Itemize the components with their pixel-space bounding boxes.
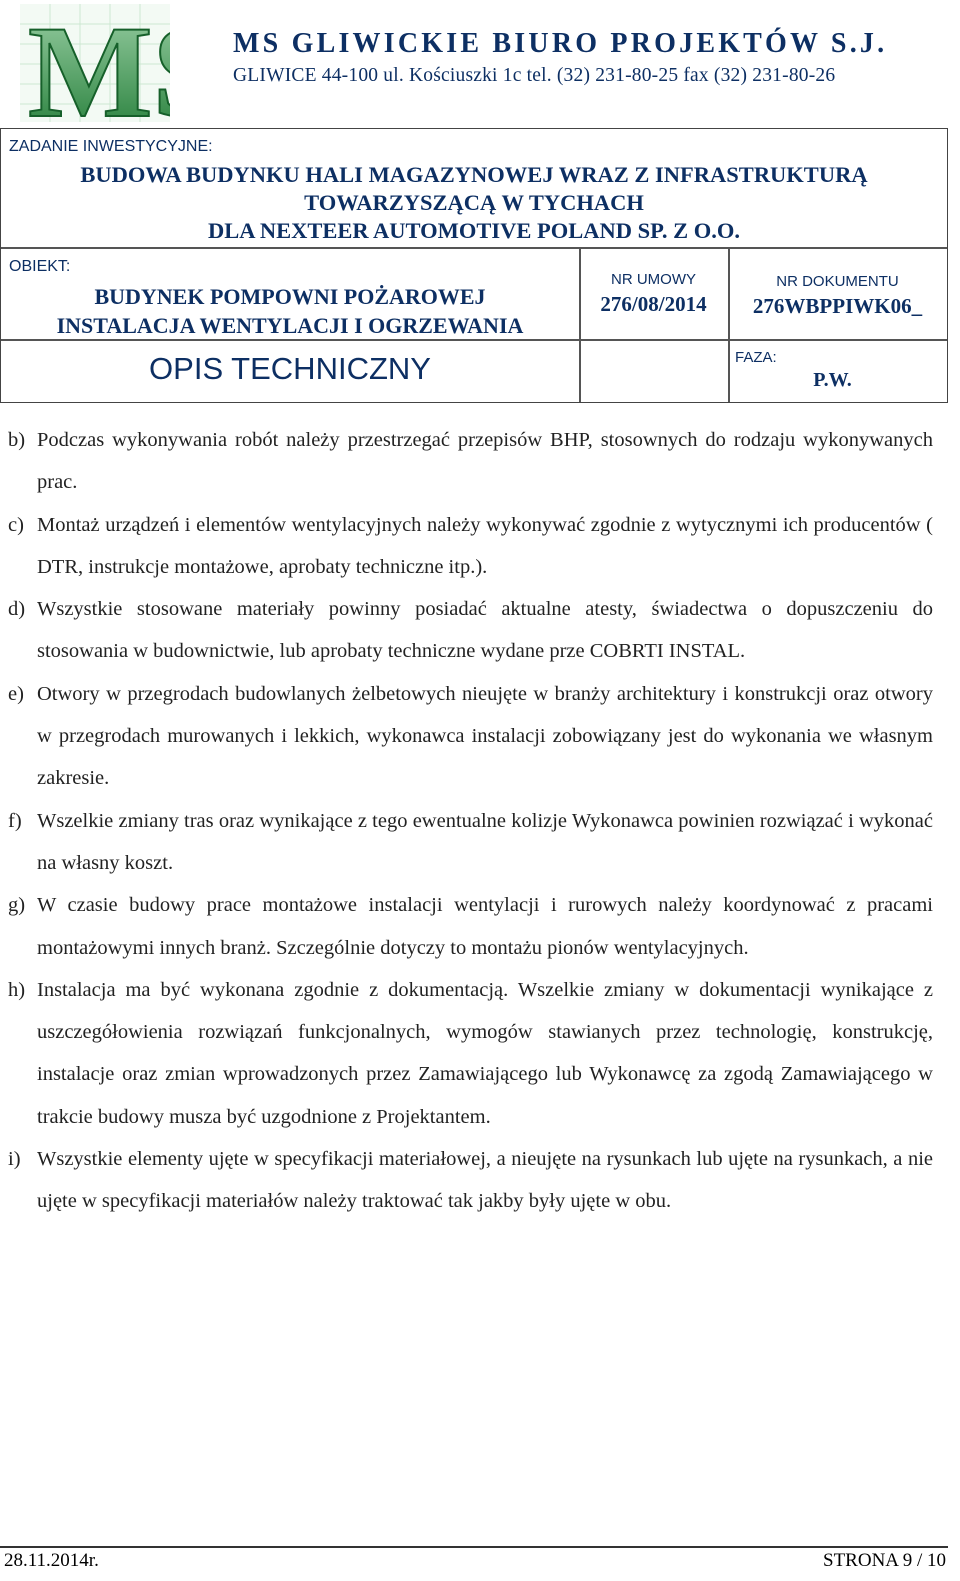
object-title <box>1 282 579 340</box>
company-name: MS GLIWICKIE BIURO PROJEKTÓW S.J. <box>233 28 888 59</box>
company-logo <box>20 4 170 122</box>
list-item <box>8 673 933 800</box>
object-line: BUDYNEK POMPOWNI POŻAROWEJ <box>94 284 486 309</box>
title-block <box>0 128 948 403</box>
item-letter: i) <box>8 1148 21 1171</box>
investment-line: TOWARZYSZĄCĄ W TYCHACH <box>304 190 644 215</box>
object-line: INSTALACJA WENTYLACJI I OGRZEWANIA <box>56 313 524 338</box>
item-letter: c) <box>8 513 24 536</box>
item-letter: d) <box>8 598 26 621</box>
item-letter: e) <box>8 682 24 705</box>
list-item <box>8 419 933 504</box>
logo-graphic <box>20 4 170 122</box>
list-item <box>8 800 933 885</box>
item-text: Wszystkie elementy ujęte w specyfikacji materiałowej, a nieujęte na rysunkach lub ujęte na rysunkach, a nie ujęte w specyfikacji materiałów należy traktować tak jakby były ujęte w obu. <box>37 1148 933 1213</box>
list-item <box>8 884 933 969</box>
object-label: OBIEKT: <box>9 258 71 275</box>
investment-line: BUDOWA BUDYNKU HALI MAGAZYNOWEJ WRAZ Z INFRASTRUKTURĄ <box>80 162 868 187</box>
list-item <box>8 588 933 673</box>
list-item <box>8 969 933 1138</box>
investment-line: DLA NEXTEER AUTOMOTIVE POLAND SP. Z O.O. <box>208 218 740 243</box>
item-text: Otwory w przegrodach budowlanych żelbetowych nieujęte w branży architektury i konstrukcji oraz otwory w przegrodach murowanych i lekkich, wykonawca instalacji zobowiązany jest do wykonania we własnym zakresie. <box>37 682 933 790</box>
list-item <box>8 1138 933 1223</box>
contract-number-value: 276/08/2014 <box>600 292 707 316</box>
item-text: Wszystkie stosowane materiały powinny posiadać aktualne atesty, świadectwa o dopuszczeniu do stosowania w budownictwie, lub aprobaty techniczne wydane prze COBRTI INSTAL. <box>37 598 933 663</box>
item-text: Podczas wykonywania robót należy przestrzegać przepisów BHP, stosownych do rodzaju wykonywanych prac. <box>37 429 933 494</box>
document-number-value: 276WBPPIWK06_ <box>752 294 923 318</box>
list-item <box>8 504 933 589</box>
document-type: OPIS TECHNICZNY <box>149 351 431 386</box>
item-letter: b) <box>8 429 26 451</box>
item-text: Wszelkie zmiany tras oraz wynikające z tego ewentualne kolizje Wykonawca powinien rozwiązać i wykonać na własny koszt. <box>37 809 933 874</box>
investment-title <box>1 161 947 245</box>
item-letter: h) <box>8 978 26 1001</box>
item-letter: f) <box>8 809 22 832</box>
footer-divider <box>0 1546 948 1548</box>
requirements-list <box>8 419 933 1223</box>
item-text: Montaż urządzeń i elementów wentylacyjnych należy wykonywać zgodnie z wytycznymi ich producentów ( DTR, instrukcje montażowe, aprobaty techniczne itp.). <box>37 513 933 578</box>
company-address: GLIWICE 44-100 ul. Kościuszki 1c tel. (32) 231-80-25 fax (32) 231-80-26 <box>233 65 836 86</box>
phase-value: P.W. <box>813 369 852 391</box>
footer-date: 28.11.2014r. <box>4 1550 99 1571</box>
investment-label: ZADANIE INWESTYCYJNE: <box>9 138 213 155</box>
phase-label: FAZA: <box>735 349 777 366</box>
item-text: Instalacja ma być wykonana zgodnie z dokumentacją. Wszelkie zmiany w dokumentacji wynikające z uszczegółowienia rozwiązań funkcjonalnych, wymogów stawianych przez technologię, konstrukcję, instalacje oraz zmian wprowadzonych przez Zamawiającego lub Wykonawcę za zgodą Zamawiającego w trakcie budowy musza być uzgodnione z Projektantem. <box>37 978 933 1128</box>
item-letter: g) <box>8 894 26 917</box>
logo-text: M <box>28 4 153 122</box>
divider-line <box>1 247 947 249</box>
document-number-label: NR DOKUMENTU <box>776 273 899 290</box>
contract-number-label: NR UMOWY <box>611 271 696 288</box>
item-text: W czasie budowy prace montażowe instalacji wentylacji i rurowych należy koordynować z pracami montażowymi innych branż. Szczególnie dotyczy to montażu pionów wentylacyjnych. <box>37 894 933 959</box>
page-number: STRONA 9 / 10 <box>823 1550 946 1571</box>
